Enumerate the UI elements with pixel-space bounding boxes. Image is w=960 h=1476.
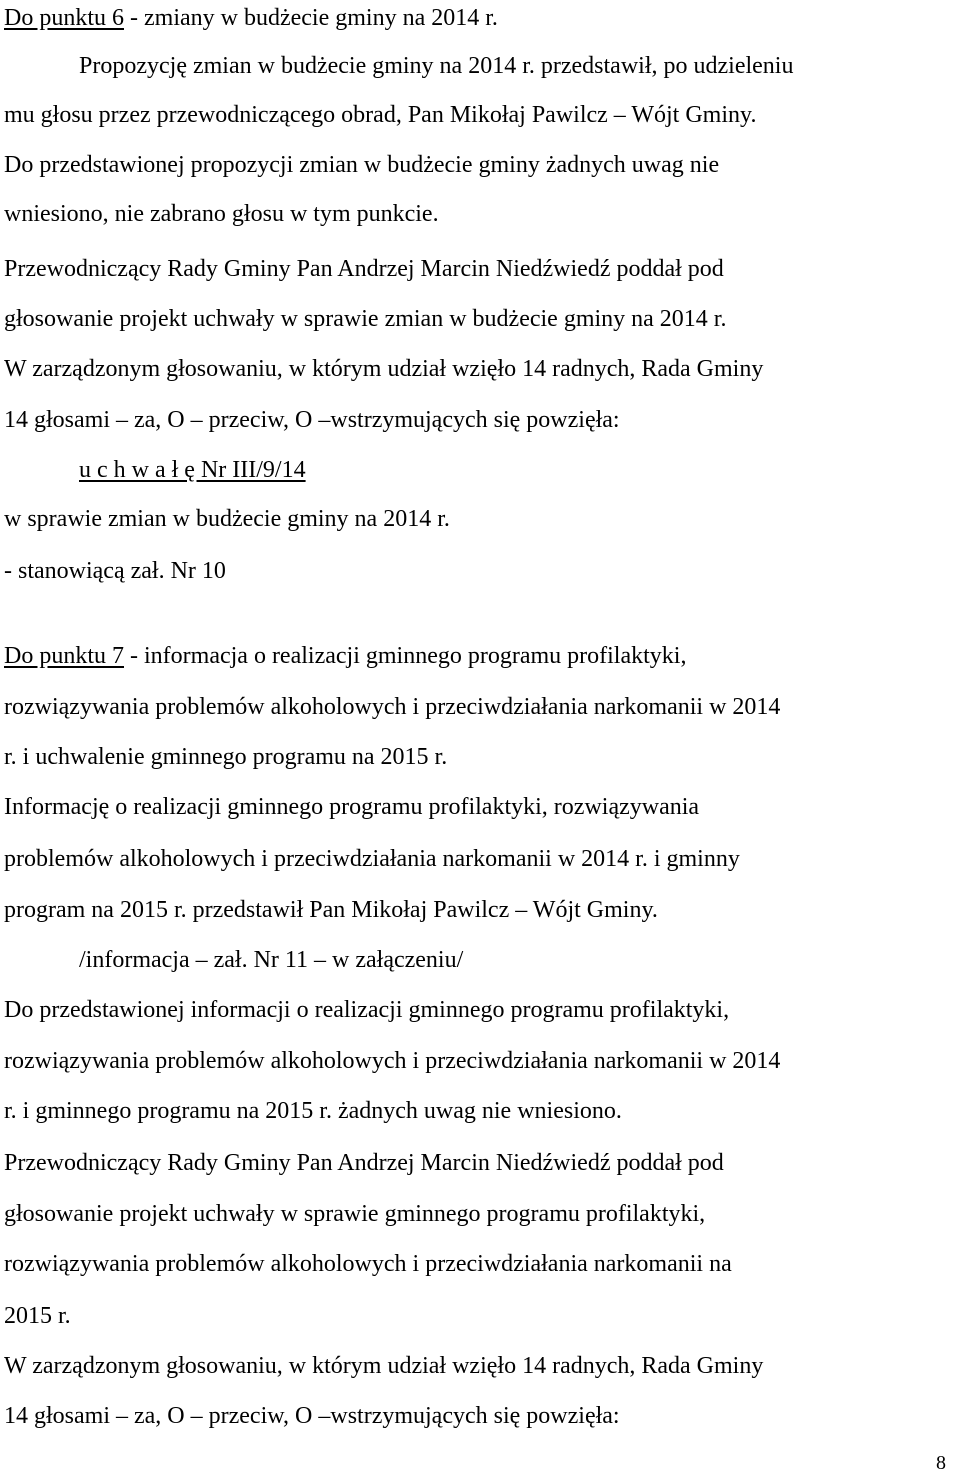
point7-line: problemów alkoholowych i przeciwdziałania narkomanii w 2014 r. i gminny bbox=[4, 846, 740, 872]
attachment-note: /informacja – zał. Nr 11 – w załączeniu/ bbox=[79, 947, 464, 973]
resolution-subject: w sprawie zmian w budżecie gminy na 2014 r. bbox=[4, 506, 450, 532]
point6-line: Przewodniczący Rady Gminy Pan Andrzej Marcin Niedźwiedź poddał pod bbox=[4, 256, 724, 282]
point7-heading-rest: - informacja o realizacji gminnego programu profilaktyki, bbox=[124, 643, 687, 669]
point7-line: 2015 r. bbox=[4, 1303, 71, 1329]
point7-line: rozwiązywania problemów alkoholowych i przeciwdziałania narkomanii w 2014 bbox=[4, 1048, 781, 1074]
point7-line: r. i gminnego programu na 2015 r. żadnych uwag nie wniesiono. bbox=[4, 1098, 622, 1124]
page-number: 8 bbox=[936, 1452, 946, 1474]
resolution-attachment: - stanowiącą zał. Nr 10 bbox=[4, 558, 226, 584]
point7-line: Przewodniczący Rady Gminy Pan Andrzej Marcin Niedźwiedź poddał pod bbox=[4, 1150, 724, 1176]
point6-line: W zarządzonym głosowaniu, w którym udział wzięło 14 radnych, Rada Gminy bbox=[4, 356, 764, 382]
point6-line: wniesiono, nie zabrano głosu w tym punkcie. bbox=[4, 201, 439, 227]
point6-heading-label: Do punktu 6 bbox=[4, 5, 124, 31]
point6-line: mu głosu przez przewodniczącego obrad, Pan Mikołaj Pawilcz – Wójt Gminy. bbox=[4, 102, 757, 128]
point6-line: głosowanie projekt uchwały w sprawie zmian w budżecie gminy na 2014 r. bbox=[4, 306, 727, 332]
point6-heading-rest: - zmiany w budżecie gminy na 2014 r. bbox=[124, 5, 498, 31]
point7-line: r. i uchwalenie gminnego programu na 2015 r. bbox=[4, 744, 448, 770]
point6-line: Do przedstawionej propozycji zmian w budżecie gminy żadnych uwag nie bbox=[4, 152, 720, 178]
point7-line: 14 głosami – za, O – przeciw, O –wstrzymujących się powzięła: bbox=[4, 1403, 620, 1429]
point7-line: Informację o realizacji gminnego programu profilaktyki, rozwiązywania bbox=[4, 794, 700, 820]
point6-heading bbox=[4, 4, 498, 32]
point6-line: Propozycję zmian w budżecie gminy na 2014 r. przedstawił, po udzieleniu bbox=[79, 53, 794, 79]
point7-line: rozwiązywania problemów alkoholowych i przeciwdziałania narkomanii w 2014 bbox=[4, 694, 781, 720]
resolution-number: u c h w a ł ę Nr III/9/14 bbox=[79, 457, 306, 483]
point6-line: 14 głosami – za, O – przeciw, O –wstrzymujących się powzięła: bbox=[4, 407, 620, 433]
point7-line: Do przedstawionej informacji o realizacji gminnego programu profilaktyki, bbox=[4, 997, 730, 1023]
point7-line: program na 2015 r. przedstawił Pan Mikołaj Pawilcz – Wójt Gminy. bbox=[4, 897, 658, 923]
point7-heading-label: Do punktu 7 bbox=[4, 643, 124, 669]
point7-heading bbox=[4, 642, 686, 670]
point7-line: głosowanie projekt uchwały w sprawie gminnego programu profilaktyki, bbox=[4, 1201, 706, 1227]
point7-line: rozwiązywania problemów alkoholowych i przeciwdziałania narkomanii na bbox=[4, 1251, 732, 1277]
point7-line: W zarządzonym głosowaniu, w którym udział wzięło 14 radnych, Rada Gminy bbox=[4, 1353, 764, 1379]
